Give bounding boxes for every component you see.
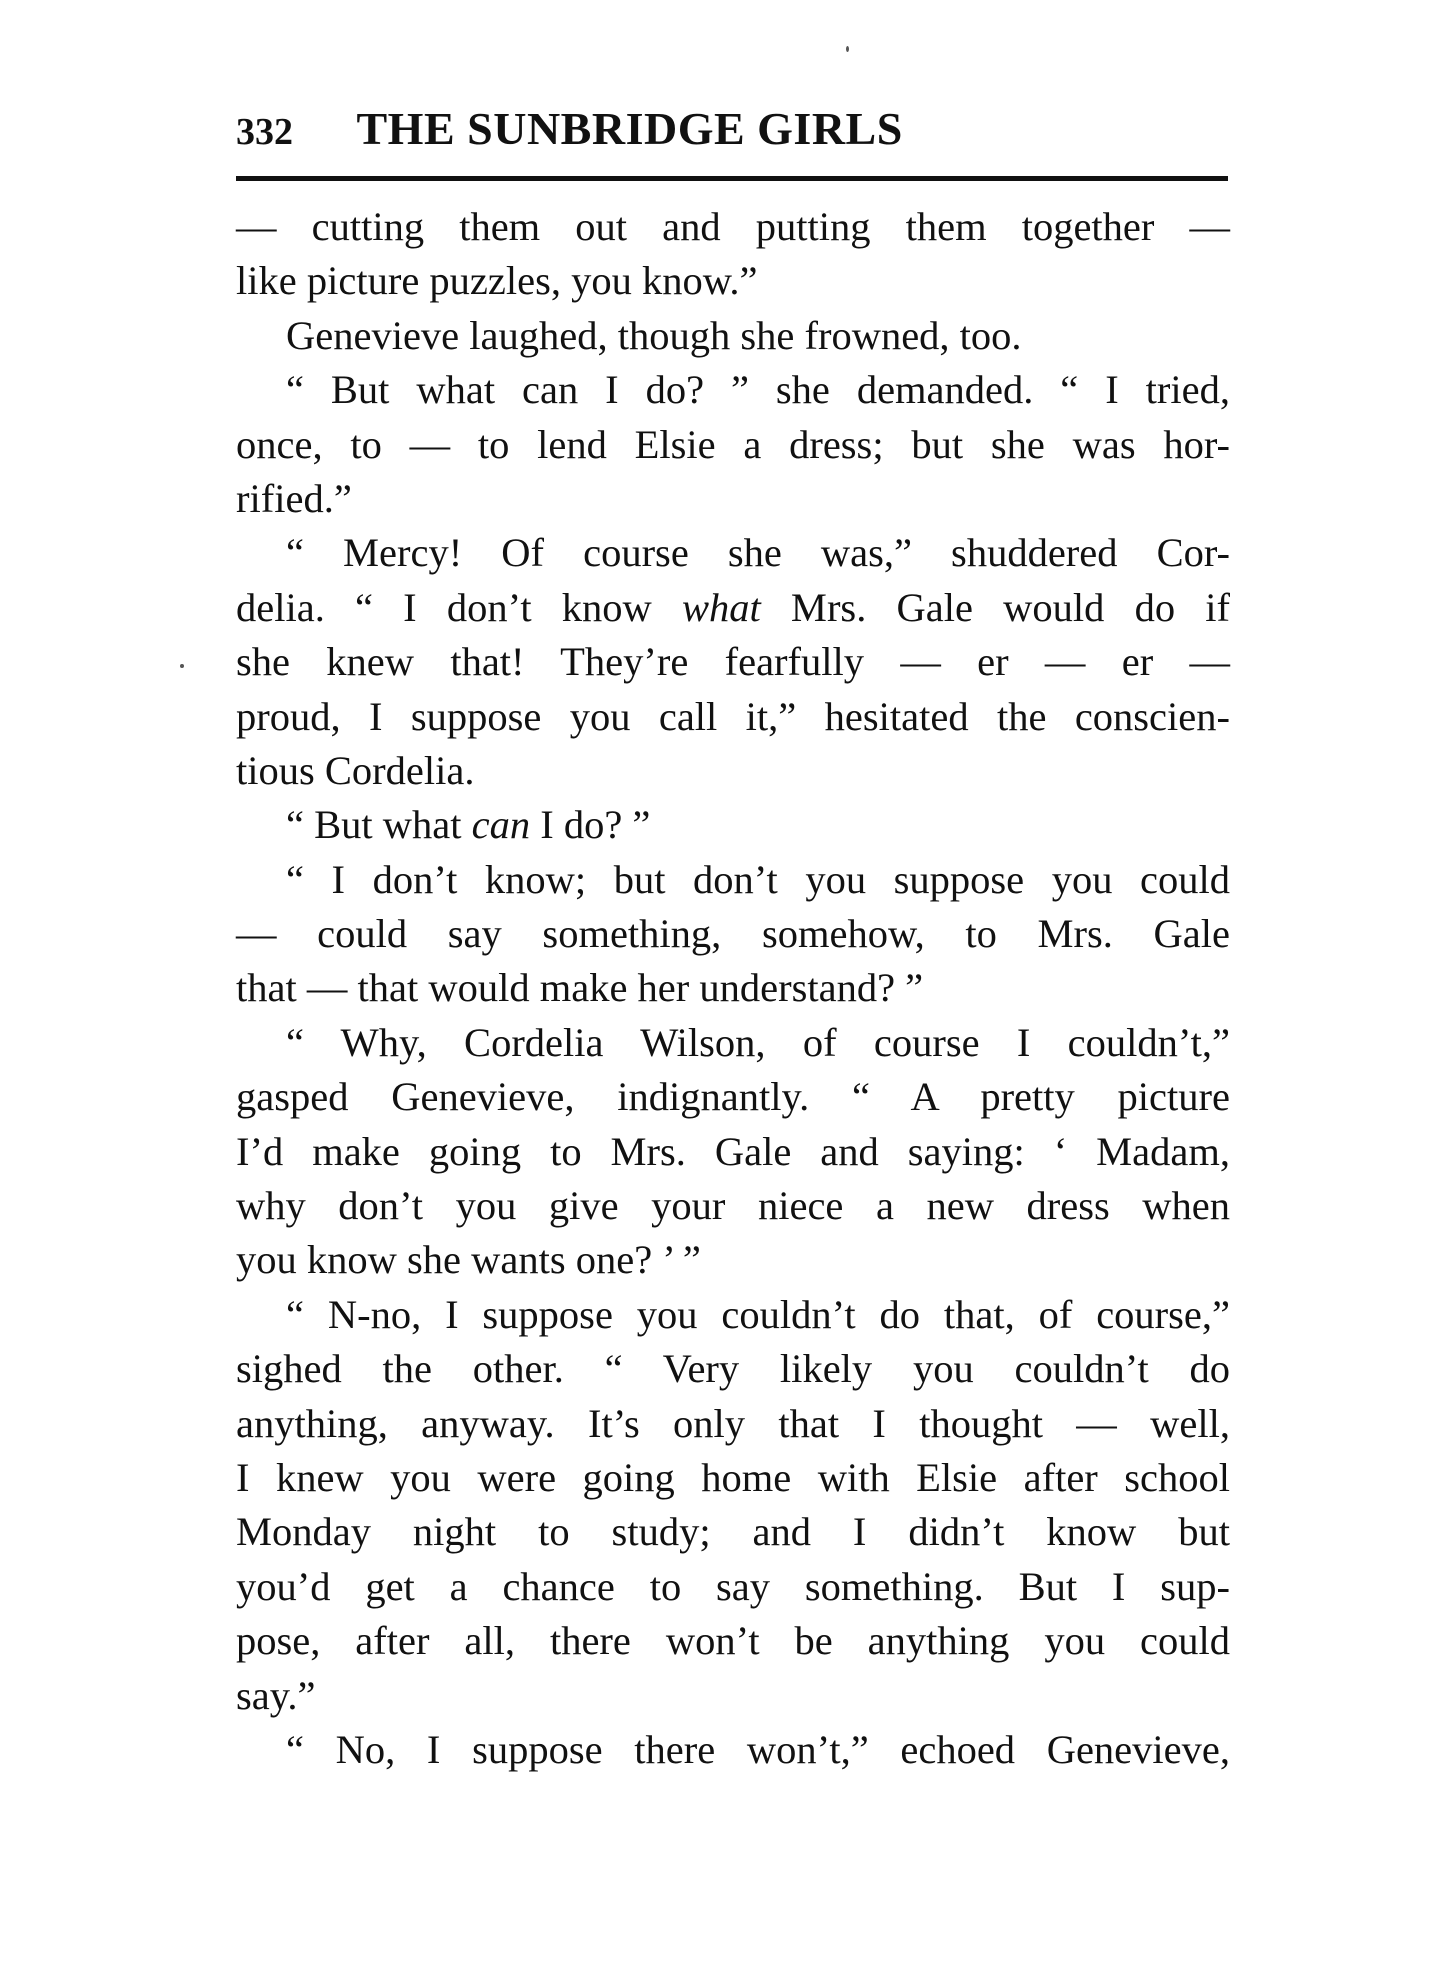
running-header xyxy=(236,98,1228,160)
text-line: Monday night to study; and I didn’t know but xyxy=(236,1509,1230,1555)
text-line: “ Mercy! Of course she was,” shuddered Cor- xyxy=(286,530,1230,576)
text-line: tious Cordelia. xyxy=(236,747,475,793)
body-text xyxy=(236,200,1230,1777)
text-line: I knew you were going home with Elsie after school xyxy=(236,1454,1230,1500)
scan-speck xyxy=(180,664,184,668)
text-line: gasped Genevieve, indignantly. “ A pretty picture xyxy=(236,1074,1230,1120)
text-line: I’d make going to Mrs. Gale and saying: ‘ Madam, xyxy=(236,1128,1230,1174)
text-line: “ But what can I do? ” she demanded. “ I tried, xyxy=(286,367,1230,413)
text-line: anything, anyway. It’s only that I thought — well, xyxy=(236,1400,1230,1446)
text-line: you’d get a chance to say something. But I sup- xyxy=(236,1563,1230,1609)
running-title: THE SUNBRIDGE GIRLS xyxy=(356,103,903,154)
text-line: that — that would make her understand? ” xyxy=(236,965,924,1011)
page-number: 332 xyxy=(236,111,293,153)
text-line: proud, I suppose you call it,” hesitated the conscien- xyxy=(236,693,1230,739)
text-line: she knew that! They’re fearfully — er — er — xyxy=(236,639,1230,685)
text-line: sighed the other. “ Very likely you couldn’t do xyxy=(236,1346,1230,1392)
text-line: “ N-no, I suppose you couldn’t do that, of course,” xyxy=(286,1291,1230,1337)
text-line: “ But what can I do? ” xyxy=(286,802,651,848)
text-line: — cutting them out and putting them together — xyxy=(236,204,1230,249)
text-line: rified.” xyxy=(236,475,352,521)
text-line: you know she wants one? ’ ” xyxy=(236,1237,701,1283)
text-line: “ No, I suppose there won’t,” echoed Genevieve, xyxy=(286,1726,1230,1772)
text-line: once, to — to lend Elsie a dress; but she was hor- xyxy=(236,421,1230,467)
text-line: “ I don’t know; but don’t you suppose you could xyxy=(286,856,1230,902)
text-line: say.” xyxy=(236,1672,316,1718)
text-line: delia. “ I don’t know what Mrs. Gale would do if xyxy=(236,584,1230,630)
text-line: pose, after all, there won’t be anything you could xyxy=(236,1618,1230,1664)
text-line: why don’t you give your niece a new dress when xyxy=(236,1183,1230,1229)
scan-speck xyxy=(846,46,849,52)
header-rule xyxy=(236,176,1228,181)
text-line: Genevieve laughed, though she frowned, too. xyxy=(286,312,1022,358)
text-line: “ Why, Cordelia Wilson, of course I couldn’t,” xyxy=(286,1019,1230,1065)
text-line: — could say something, somehow, to Mrs. Gale xyxy=(236,911,1230,957)
text-line: like picture puzzles, you know.” xyxy=(236,258,758,304)
